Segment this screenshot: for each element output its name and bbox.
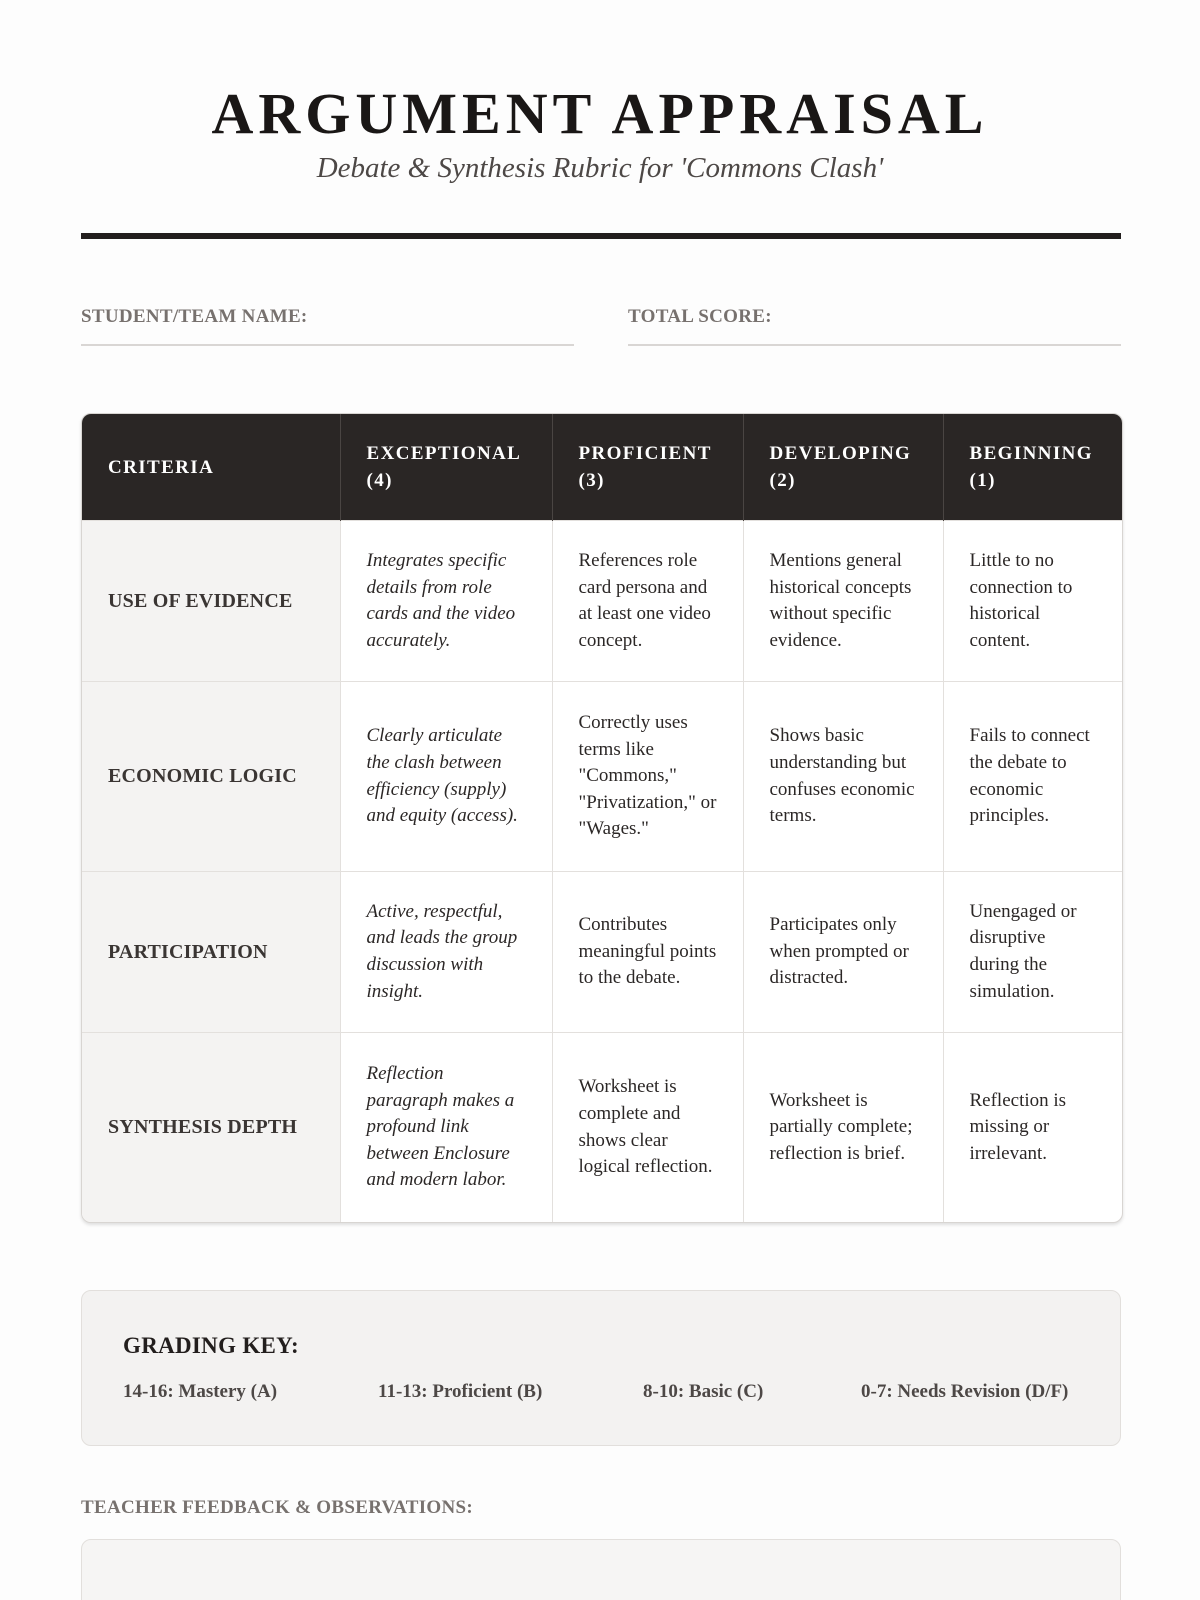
column-header-criteria: CRITERIA (82, 414, 340, 521)
total-score-field[interactable] (628, 302, 1121, 346)
feedback-textarea[interactable] (81, 1539, 1121, 1600)
student-name-label: STUDENT/TEAM NAME: (81, 306, 308, 327)
exceptional-cell: Integrates specific details from role cards and the video accurately. (340, 521, 552, 682)
column-header-proficient: PROFICIENT (3) (552, 414, 743, 521)
criteria-cell: SYNTHESIS DEPTH (82, 1033, 340, 1222)
beginning-cell: Little to no connection to historical content. (943, 521, 1122, 682)
page-subtitle: Debate & Synthesis Rubric for 'Commons Clash' (316, 152, 884, 184)
student-name-field[interactable] (81, 302, 574, 346)
exceptional-cell: Reflection paragraph makes a profound link between Enclosure and modern labor. (340, 1033, 552, 1222)
grading-key-item: 0-7: Needs Revision (D/F) (861, 1381, 1069, 1402)
criteria-cell: PARTICIPATION (82, 871, 340, 1032)
column-header-developing: DEVELOPING (2) (743, 414, 943, 521)
proficient-cell: Contributes meaningful points to the debate. (552, 871, 743, 1032)
table-row (82, 871, 1122, 1032)
proficient-cell: Correctly uses terms like "Commons," "Privatization," or "Wages." (552, 682, 743, 871)
column-header-beginning: BEGINNING (1) (943, 414, 1122, 521)
column-header-exceptional: EXCEPTIONAL (4) (340, 414, 552, 521)
rubric-table-container (81, 413, 1123, 1223)
developing-cell: Shows basic understanding but confuses economic terms. (743, 682, 943, 871)
beginning-cell: Reflection is missing or irrelevant. (943, 1033, 1122, 1222)
proficient-cell: References role card persona and at least one video concept. (552, 521, 743, 682)
feedback-label: TEACHER FEEDBACK & OBSERVATIONS: (81, 1497, 473, 1518)
grading-key-title: GRADING KEY: (123, 1333, 299, 1358)
page-title: ARGUMENT APPRAISAL (211, 81, 989, 146)
proficient-cell: Worksheet is complete and shows clear logical reflection. (552, 1033, 743, 1222)
criteria-cell: USE OF EVIDENCE (82, 521, 340, 682)
table-row (82, 682, 1122, 871)
table-row (82, 1033, 1122, 1222)
header-divider (81, 233, 1121, 239)
developing-cell: Mentions general historical concepts without specific evidence. (743, 521, 943, 682)
developing-cell: Worksheet is partially complete; reflection is brief. (743, 1033, 943, 1222)
grading-key-item: 14-16: Mastery (A) (123, 1381, 278, 1402)
criteria-cell: ECONOMIC LOGIC (82, 682, 340, 871)
beginning-cell: Fails to connect the debate to economic principles. (943, 682, 1122, 871)
exceptional-cell: Clearly articulate the clash between efficiency (supply) and equity (access). (340, 682, 552, 871)
grading-key-item: 11-13: Proficient (B) (378, 1381, 543, 1402)
grading-key-panel (81, 1290, 1121, 1446)
exceptional-cell: Active, respectful, and leads the group discussion with insight. (340, 871, 552, 1032)
rubric-header-row (82, 414, 1122, 521)
table-row (82, 521, 1122, 682)
developing-cell: Participates only when prompted or distracted. (743, 871, 943, 1032)
grading-key-item: 8-10: Basic (C) (643, 1381, 764, 1402)
total-score-label: TOTAL SCORE: (628, 306, 772, 327)
beginning-cell: Unengaged or disruptive during the simulation. (943, 871, 1122, 1032)
rubric-table (82, 414, 1122, 1222)
